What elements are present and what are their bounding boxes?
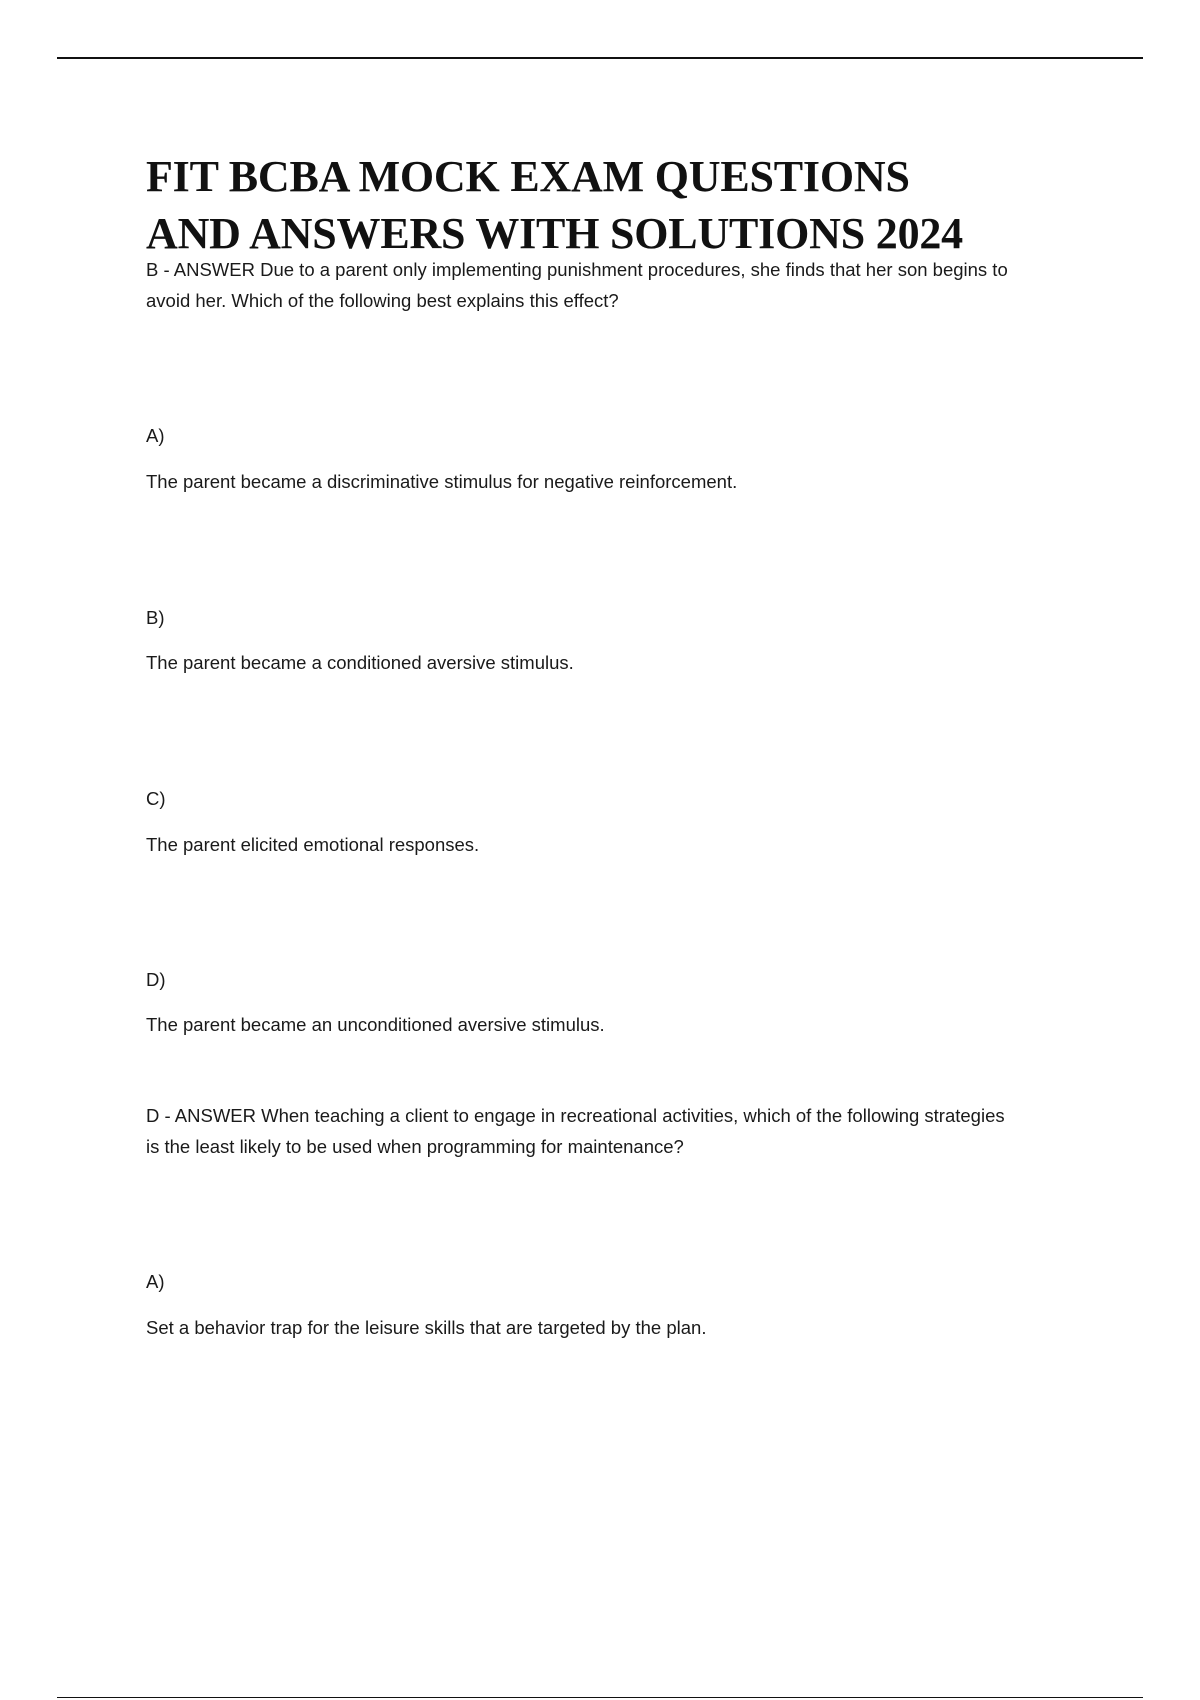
question-1-option-c-label: C) — [146, 788, 166, 809]
question-1-option-d-label: D) — [146, 969, 166, 990]
question-1-stem — [146, 254, 1096, 316]
question-1-option-a-label: A) — [146, 425, 165, 446]
question-1-option-d-text: The parent became an unconditioned aversive stimulus. — [146, 1014, 605, 1035]
question-1-stem-line-1: B - ANSWER Due to a parent only implementing punishment procedures, she finds that her son begins to — [146, 259, 1008, 280]
question-1-option-c-text: The parent elicited emotional responses. — [146, 834, 480, 855]
footer-rule — [57, 1697, 1143, 1698]
question-2-stem-line-1: D - ANSWER When teaching a client to engage in recreational activities, which of the following strategies — [146, 1105, 1005, 1126]
title-line-2: AND ANSWERS WITH SOLUTIONS 2024 — [146, 209, 963, 258]
question-1-option-b-label: B) — [146, 607, 165, 628]
question-1-stem-line-2: avoid her. Which of the following best explains this effect? — [146, 290, 619, 311]
header-rule — [57, 57, 1143, 59]
question-2-option-a-text: Set a behavior trap for the leisure skills that are targeted by the plan. — [146, 1317, 707, 1338]
question-2-option-a-label: A) — [146, 1271, 165, 1292]
question-1-option-a-text: The parent became a discriminative stimulus for negative reinforcement. — [146, 471, 738, 492]
title-line-1: FIT BCBA MOCK EXAM QUESTIONS — [146, 152, 910, 201]
document-title — [146, 148, 1106, 262]
question-1-option-b-text: The parent became a conditioned aversive stimulus. — [146, 652, 574, 673]
question-2-stem-line-2: is the least likely to be used when programming for maintenance? — [146, 1136, 684, 1157]
question-2-stem — [146, 1100, 1096, 1162]
